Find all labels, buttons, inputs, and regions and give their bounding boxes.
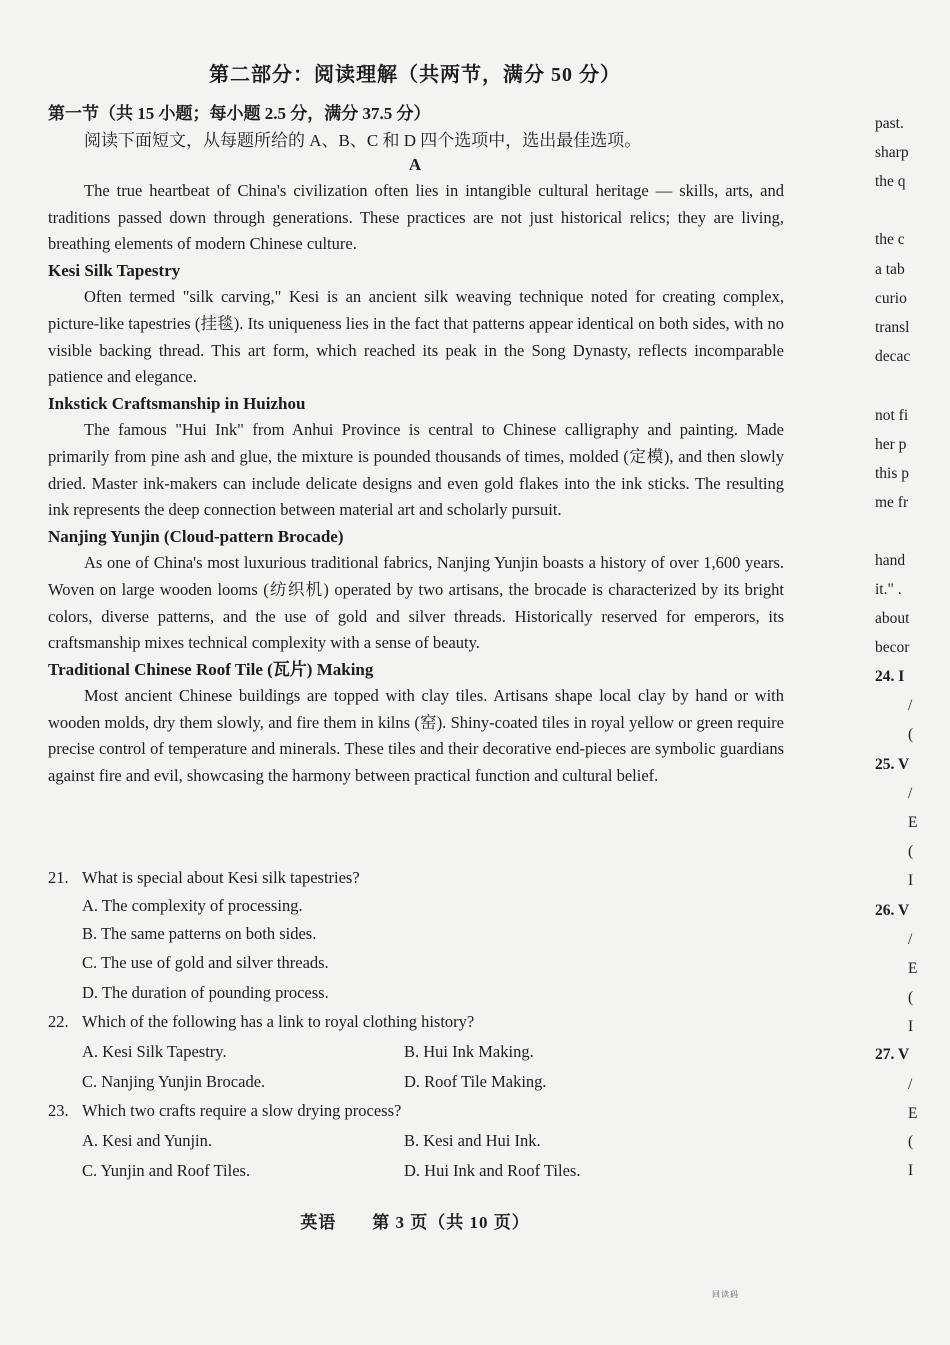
edge-fragment: / [908, 697, 913, 714]
edge-fragment: I [908, 1018, 914, 1035]
edge-fragment: the q [875, 173, 906, 190]
edge-fragment: E [908, 1105, 918, 1122]
edge-fragment: / [908, 785, 913, 802]
option-23-b[interactable]: B. Kesi and Hui Ink. [404, 1131, 541, 1150]
section-body-kesi: Often termed "silk carving," Kesi is an ancient silk weaving technique noted for creating complex, picture-like tapestries (挂毯). Its uniqueness lies in the fact that patterns appear identical on both sides, with no visible backing thread. This art form, which reached its peak in the Song Dynasty, reflects incomparable patience and elegance. [48, 287, 784, 387]
option-21-c[interactable]: C. The use of gold and silver threads. [82, 953, 329, 972]
edge-fragment: 25. V [875, 756, 910, 773]
edge-fragment: 24. I [875, 668, 905, 685]
section-header: 第一节（共 15 小题；每小题 2.5 分，满分 37.5 分） [48, 104, 431, 123]
section-heading-hui-ink: Inkstick Craftsmanship in Huizhou [48, 393, 306, 413]
edge-fragment: E [908, 814, 918, 831]
question-stem: Which of the following has a link to royal clothing history? [82, 1012, 475, 1031]
option-23-a[interactable]: A. Kesi and Yunjin. [82, 1131, 213, 1150]
option-22-c[interactable]: C. Nanjing Yunjin Brocade. [82, 1072, 266, 1091]
option-21-a[interactable]: A. The complexity of processing. [82, 896, 303, 915]
edge-fragment: decac [875, 348, 911, 365]
question-22 [48, 1012, 474, 1032]
question-number: 21. [48, 868, 69, 887]
edge-fragment: not fi [875, 407, 909, 424]
option-21-b[interactable]: B. The same patterns on both sides. [82, 924, 317, 943]
edge-fragment: me fr [875, 494, 909, 511]
option-22-a[interactable]: A. Kesi Silk Tapestry. [82, 1042, 227, 1061]
edge-fragment: I [908, 1162, 914, 1179]
edge-fragment: this p [875, 465, 910, 482]
next-page-edge [868, 0, 950, 1345]
edge-fragment: hand [875, 552, 906, 569]
option-23-c[interactable]: C. Yunjin and Roof Tiles. [82, 1161, 251, 1180]
question-number: 22. [48, 1012, 69, 1031]
edge-fragment: the c [875, 231, 905, 248]
edge-fragment: ( [908, 726, 914, 743]
edge-fragment: her p [875, 436, 907, 453]
edge-fragment: I [908, 872, 914, 889]
edge-fragment: becor [875, 639, 910, 656]
section-body-hui-ink: The famous "Hui Ink" from Anhui Province is central to Chinese calligraphy and painting. Made primarily from pine ash and glue, the mixture is pounded thousands of times, molded (定模), and then slowly dried. Master ink-makers can include delicate designs and even gold flakes into the ink sticks. The resulting ink represents the deep connection between material art and scholarly pursuit. [48, 420, 784, 520]
question-number: 23. [48, 1101, 69, 1120]
corner-mark: 回读码 [712, 1290, 739, 1299]
edge-fragment: E [908, 960, 918, 977]
edge-fragment: 26. V [875, 902, 910, 919]
edge-fragment: about [875, 610, 910, 627]
instruction-text: 阅读下面短文，从每题所给的 A、B、C 和 D 四个选项中，选出最佳选项。 [84, 131, 642, 150]
question-21 [48, 868, 360, 888]
question-stem: What is special about Kesi silk tapestries? [82, 868, 360, 887]
passage-label: A [408, 155, 422, 174]
section-body-yunjin: As one of China's most luxurious traditional fabrics, Nanjing Yunjin boasts a history of over 1,600 years. Woven on large wooden looms (纺织机) operated by two artisans, the brocade is characterized by its bright colors, diverse patterns, and the use of gold and silver threads. Historically reserved for emperors, its craftsmanship mixes technical complexity with a sense of beauty. [48, 553, 784, 653]
passage-intro: The true heartbeat of China's civilization often lies in intangible cultural heritage — skills, arts, and traditions passed down through generations. These practices are not just historical relics; they are living, breathing elements of modern Chinese culture. [48, 181, 784, 254]
section-heading-yunjin: Nanjing Yunjin (Cloud-pattern Brocade) [48, 526, 344, 546]
section-heading-roof-tile: Traditional Chinese Roof Tile (瓦片) Making [48, 659, 374, 679]
edge-fragment: transl [875, 319, 910, 336]
option-22-b[interactable]: B. Hui Ink Making. [404, 1042, 534, 1061]
edge-fragment: ( [908, 843, 914, 860]
question-23 [48, 1101, 401, 1121]
edge-fragment: it." . [875, 581, 902, 598]
edge-fragment: curio [875, 290, 907, 307]
edge-fragment: past. [875, 115, 904, 132]
edge-fragment: a tab [875, 261, 905, 278]
edge-fragment: / [908, 1076, 913, 1093]
edge-fragment: 27. V [875, 1046, 910, 1063]
section-body-roof-tile: Most ancient Chinese buildings are topped with clay tiles. Artisans shape local clay by hand or with wooden molds, dry them slowly, and fire them in kilns (窑). Shiny-coated tiles in royal yellow or green require precise control of temperature and minerals. These tiles and their decorative end-pieces are symbolic guardians against fire and evil, showcasing the harmony between practical function and cultural belief. [48, 686, 784, 786]
edge-fragment: sharp [875, 144, 909, 161]
section-heading-kesi: Kesi Silk Tapestry [48, 260, 181, 280]
page-footer: 英语 第 3 页（共 10 页） [300, 1213, 530, 1232]
edge-fragment: ( [908, 1133, 914, 1150]
edge-fragment: ( [908, 989, 914, 1006]
option-22-d[interactable]: D. Roof Tile Making. [404, 1072, 547, 1091]
part-title: 第二部分：阅读理解（共两节，满分 50 分） [209, 64, 621, 86]
passage-body [48, 178, 784, 790]
option-23-d[interactable]: D. Hui Ink and Roof Tiles. [404, 1161, 581, 1180]
edge-fragment: / [908, 931, 913, 948]
question-stem: Which two crafts require a slow drying process? [82, 1101, 402, 1120]
option-21-d[interactable]: D. The duration of pounding process. [82, 983, 329, 1002]
